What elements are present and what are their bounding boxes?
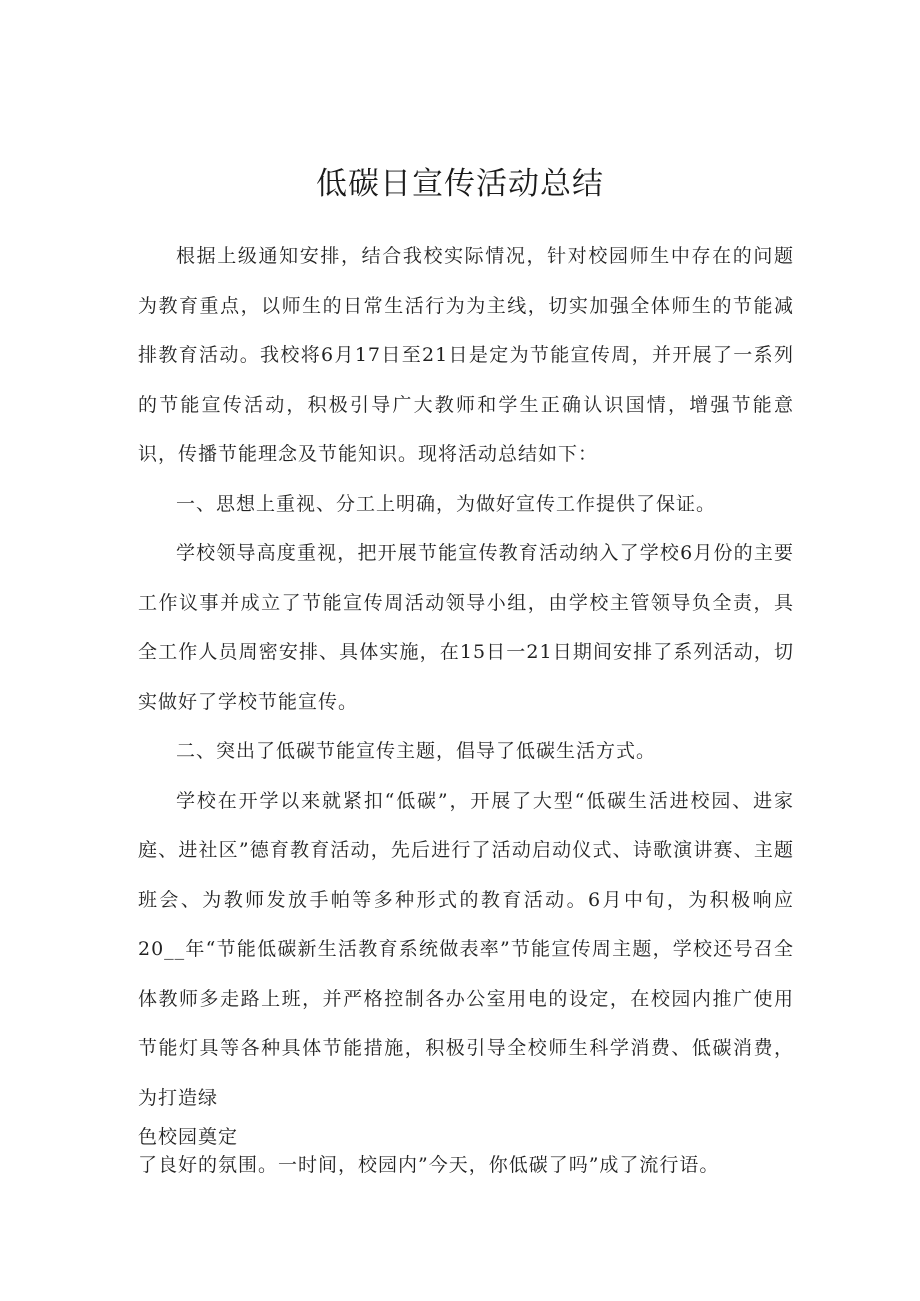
document-body bbox=[138, 232, 794, 1179]
paragraph-continuation-line: 色校园奠定 bbox=[138, 1126, 239, 1148]
paragraph-continuation-line: 了良好的氛围。一时间，校园内”今天，你低碳了吗”成了流行语。 bbox=[138, 1154, 720, 1176]
paragraph-section-2: 学校在开学以来就紧扣“低碳”，开展了大型“低碳生活进校园、进家庭、进社区”德育教育活动，先后进行了活动启动仪式、诗歌演讲赛、主题班会、为教师发放手帕等多种形式的教育活动。6月中旬，为积极响应20__年“节能低碳新生活教育系统做表率”节能宣传周主题，学校还号召全体教师多走路上班，并严格控制各办公室用电的设定，在校园内推广使用节能灯具等各种具体节能措施，积极引导全校师生科学消费、低碳消费，为打造绿 bbox=[138, 789, 794, 1109]
paragraph-section-1: 学校领导高度重视，把开展节能宣传教育活动纳入了学校6月份的主要工作议事并成立了节能宣传周活动领导小组，由学校主管领导负全责，具全工作人员周密安排、具体实施，在15日一21日期间安排了系列活动，切实做好了学校节能宣传。 bbox=[138, 542, 794, 713]
paragraph-intro: 根据上级通知安排，结合我校实际情况，针对校园师生中存在的问题为教育重点，以师生的日常生活行为为主线，切实加强全体师生的节能减排教育活动。我校将6月17日至21日是定为节能宣传周，并开展了一系列的节能宣传活动，积极引导广大教师和学生正确认识国情，增强节能意识，传播节能理念及节能知识。现将活动总结如下： bbox=[138, 245, 794, 465]
document-title: 低碳日宣传活动总结 bbox=[316, 166, 604, 202]
section-heading-2: 二、突出了低碳节能宣传主题，倡导了低碳生活方式。 bbox=[176, 740, 657, 762]
section-heading-1: 一、思想上重视、分工上明确，为做好宣传工作提供了保证。 bbox=[176, 492, 717, 515]
